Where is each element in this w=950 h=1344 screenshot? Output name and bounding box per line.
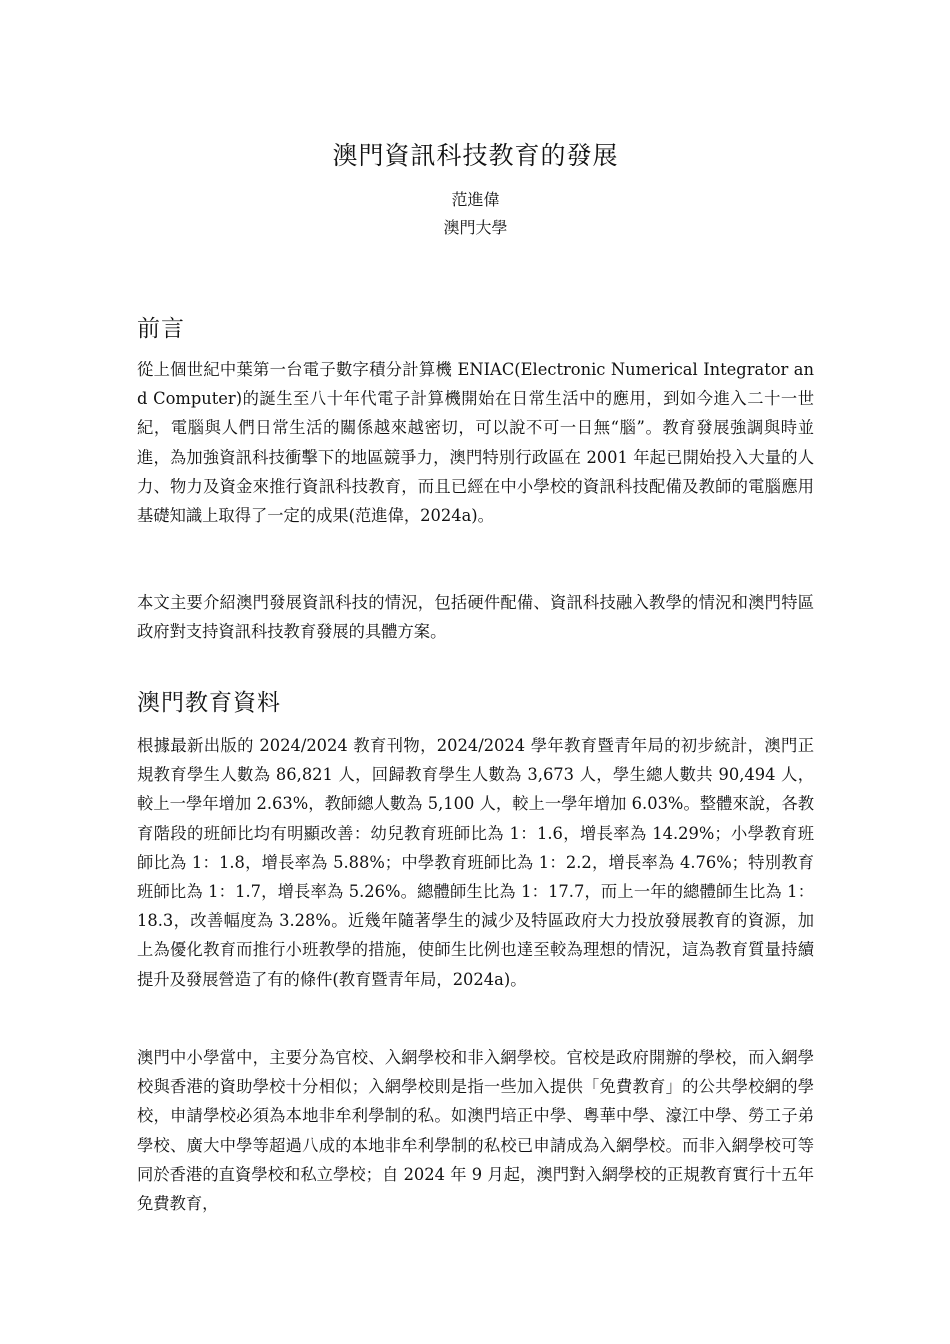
section-heading-preface: 前言 (137, 316, 185, 342)
paper-author: 范進偉 (451, 190, 500, 209)
education-data-paragraph-2: 澳門中小學當中，主要分為官校、入網學校和非入網學校。官校是政府開辦的學校，而入網學校與香港的資助學校十分相似；入網學校則是指一些加入提供「免費教育」的公共學校網的學校，申請學校必須為本地非牟利學制的私。如澳門培正中學、粵華中學、濠江中學、勞工子弟學校、廣大中學等超過八成的本地非牟利學制的私校已申請成為入網學校。而非入網學校可等同於香港的直資學校和私立學校；自 2024 年 9 月起，澳門對入網學校的正規教育實行十五年免費教育， (137, 1048, 814, 1214)
paper-title: 澳門資訊科技教育的發展 (332, 141, 619, 170)
section-heading-macau-education-data: 澳門教育資料 (137, 690, 281, 716)
paper-affiliation: 澳門大學 (443, 218, 508, 237)
preface-paragraph-2: 本文主要介紹澳門發展資訊科技的情況，包括硬件配備、資訊科技融入教學的情況和澳門特區政府對支持資訊科技教育發展的具體方案。 (137, 593, 814, 642)
education-data-paragraph-1: 根據最新出版的 2024/2024 教育刊物，2024/2024 學年教育暨青年局的初步統計，澳門正規教育學生人數為 86,821 人，回歸教育學生人數為 3,673 人，學生總人數共 90,494 人，較上一學年增加 2.63%，教師總人數為 5,100 人，較上一學年增加 6.03%。整體來說，各教育階段的班師比均有明顯改善：幼兒教育班師比為 1：1.6，增長率為 14.29%；小學教育班師比為 1：1.8，增長率為 5.88%；中學教育班師比為 1：2.2，增長率為 4.76%；特別教育班師比為 1：1.7，增長率為 5.26%。總體師生比為 1：17.7，而上一年的總體師生比為 1：18.3，改善幅度為 3.28%。近幾年隨著學生的減少及特區政府大力投放發展教育的資源，加上為優化教育而推行小班教學的措施，使師生比例也達至較為理想的情況，這為教育質量持續提升及發展營造了有的條件(教育暨青年局，2024a)。 (137, 736, 814, 989)
preface-paragraph-1: 從上個世紀中葉第一台電子數字積分計算機 ENIAC(Electronic Numerical Integrator and Computer)的誕生至八十年代電子計算機開始在日常生活中的應用，到如今進入二十一世紀，電腦與人們日常生活的關係越來越密切，可以說不可一日無“腦”。教育發展強調與時並進，為加強資訊科技衝擊下的地區競爭力，澳門特別行政區在 2001 年起已開始投入大量的人力、物力及資金來推行資訊科技教育，而且已經在中小學校的資訊科技配備及教師的電腦應用基礎知識上取得了一定的成果(范進偉，2024a)。 (137, 360, 814, 526)
